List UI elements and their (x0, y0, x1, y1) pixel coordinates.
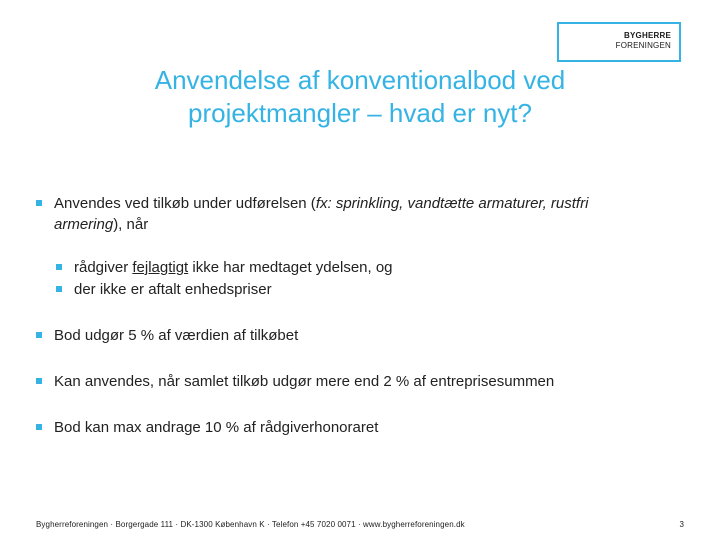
bullet-square-icon (36, 378, 42, 384)
bullet-bod-udgoer (36, 325, 636, 346)
sub-bullet-raadgiver-text (56, 257, 616, 278)
bullet-square-icon (56, 286, 62, 292)
bullet-bod-max-text: Bod kan max andrage 10 % af rådgiverhonoraret (54, 419, 379, 436)
bullet-tilkoeb (36, 193, 646, 235)
bullet-square-icon (56, 264, 62, 270)
logo-line-1: BYGHERRE (624, 31, 671, 40)
slide-title-line-2: projektmangler – hvad er nyt? (188, 98, 532, 128)
slide-title-line-1: Anvendelse af konventionalbod ved (154, 65, 566, 95)
sub-bullet-enhedspriser (56, 279, 616, 300)
bullet-tilkoeb-examples: fx: sprinkling, vandtætte armaturer, rustfri armering (54, 195, 589, 233)
sub-bullet-raadgiver-before: rådgiver (74, 259, 133, 276)
bullet-bod-udgoer-text: Bod udgør 5 % af værdien af tilkøbet (54, 327, 299, 344)
bullet-kan-anvendes (36, 371, 676, 392)
sub-bullet-raadgiver-underlined: fejlagtigt (132, 259, 189, 276)
bullet-tilkoeb-text (36, 193, 646, 235)
bullet-square-icon (36, 332, 42, 338)
bullet-tilkoeb-prefix: Anvendes ved tilkøb under udførelsen ( (54, 195, 316, 212)
sub-bullet-raadgiver (56, 257, 616, 278)
footer-address: Bygherreforeningen · Borgergade 111 · DK-1300 København K · Telefon +45 7020 0071 · www.bygherreforeningen.dk (36, 520, 465, 529)
bullet-kan-anvendes-text: Kan anvendes, når samlet tilkøb udgør mere end 2 % af entreprisesummen (54, 373, 555, 390)
bullet-bod-max (36, 417, 636, 438)
logo-line-2: FORENINGEN (615, 41, 671, 50)
page-number: 3 (679, 520, 684, 529)
bullet-square-icon (36, 200, 42, 206)
bygherreforeningen-logo (557, 22, 681, 62)
slide-title (70, 64, 650, 130)
sub-bullet-raadgiver-after: ikke har medtaget ydelsen, og (188, 259, 393, 276)
bullet-tilkoeb-suffix: ), når (113, 216, 149, 233)
sub-bullet-enhedspriser-text: der ikke er aftalt enhedspriser (74, 281, 272, 298)
bullet-square-icon (36, 424, 42, 430)
